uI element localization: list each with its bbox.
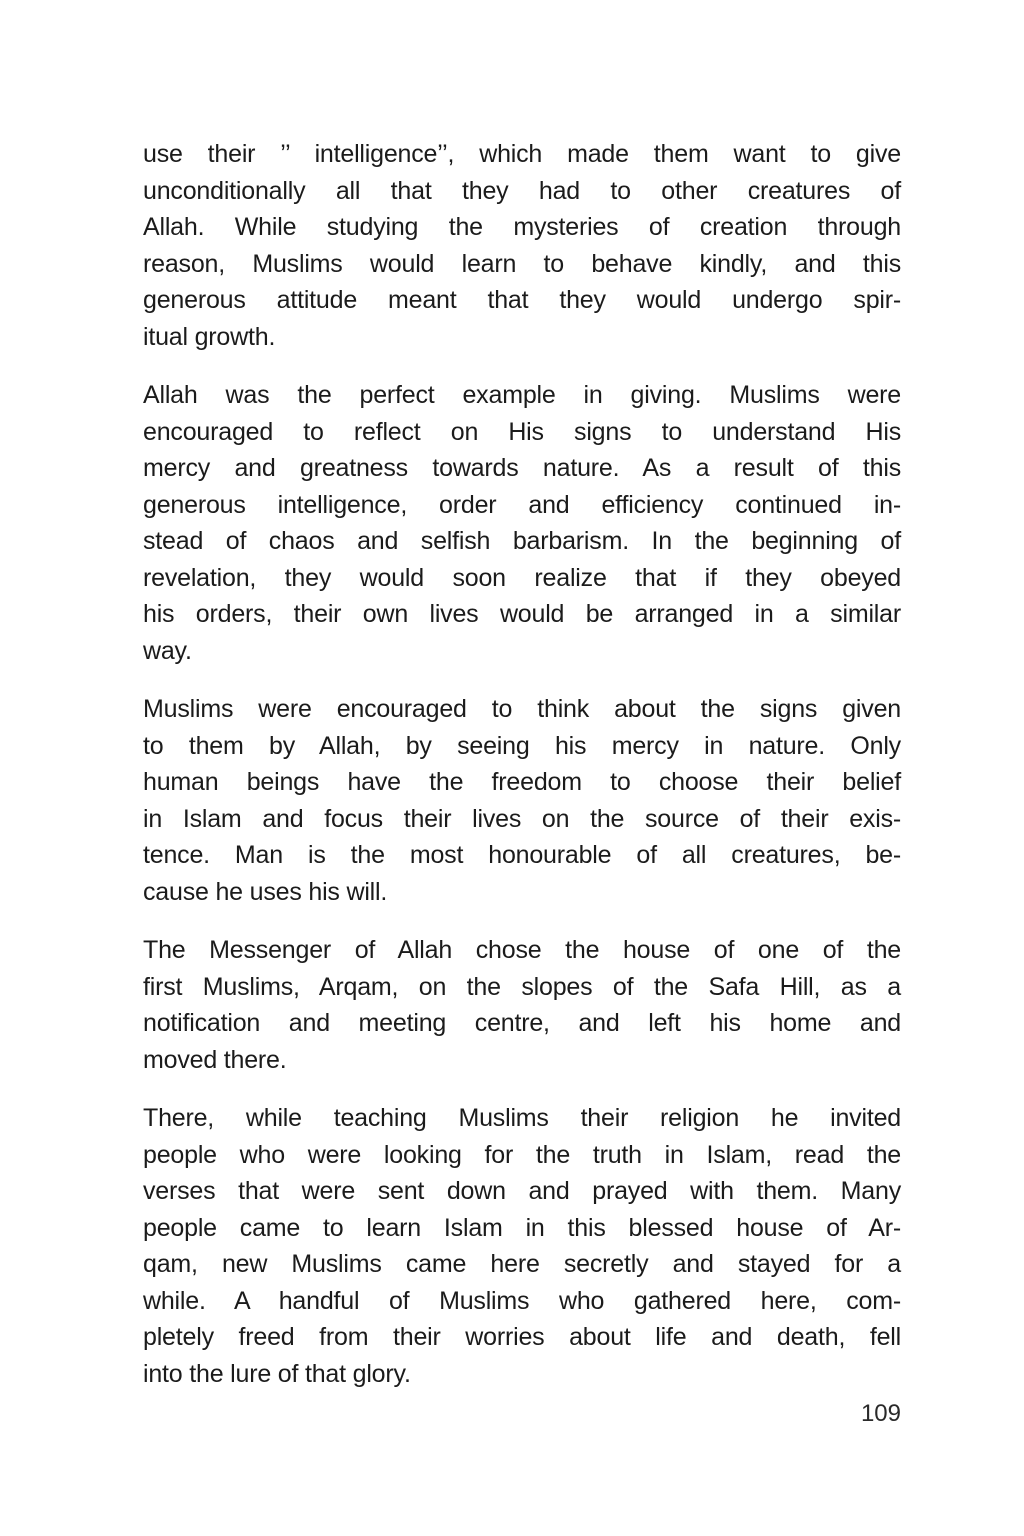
text-line: generous attitude meant that they would undergo spir- xyxy=(143,286,901,314)
text-line: stead of chaos and selfish barbarism. In the beginning of xyxy=(143,527,901,555)
text-line: to them by Allah, by seeing his mercy in nature. Only xyxy=(143,731,901,760)
text-line: human beings have the freedom to choose their belief xyxy=(143,768,901,796)
text-line: mercy and greatness towards nature. As a result of this xyxy=(143,454,901,482)
text-line: verses that were sent down and prayed with them. Many xyxy=(143,1177,901,1205)
text-line: unconditionally all that they had to other creatures of xyxy=(143,176,901,205)
text-line: into the lure of that glory. xyxy=(143,1359,411,1388)
text-line: The Messenger of Allah chose the house of one of the xyxy=(143,936,901,964)
text-block xyxy=(143,136,901,1414)
text-line: revelation, they would soon realize that if they obeyed xyxy=(143,563,901,592)
page-number: 109 xyxy=(860,1400,901,1427)
text-line: way. xyxy=(143,636,192,665)
paragraph xyxy=(143,377,901,669)
text-line: reason, Muslims would learn to behave kindly, and this xyxy=(143,249,901,278)
text-line: use their ’’ intelligence’’, which made them want to give xyxy=(143,140,901,168)
paragraph xyxy=(143,136,901,355)
text-line: itual growth. xyxy=(143,322,276,351)
text-line: people came to learn Islam in this blessed house of Ar- xyxy=(143,1213,901,1242)
text-line: encouraged to reflect on His signs to understand His xyxy=(143,417,901,446)
text-line: Allah was the perfect example in giving. Muslims were xyxy=(143,381,901,409)
text-line: his orders, their own lives would be arranged in a similar xyxy=(143,600,901,628)
text-line: notification and meeting centre, and left his home and xyxy=(143,1009,901,1037)
paragraph xyxy=(143,691,901,910)
text-line: Allah. While studying the mysteries of creation through xyxy=(143,213,901,241)
text-line: tence. Man is the most honourable of all creatures, be- xyxy=(143,841,901,869)
text-line: Muslims were encouraged to think about the signs given xyxy=(143,695,901,723)
paragraph xyxy=(143,932,901,1078)
text-line: people who were looking for the truth in Islam, read the xyxy=(143,1140,901,1169)
text-line: There, while teaching Muslims their religion he invited xyxy=(143,1104,901,1132)
text-line: pletely freed from their worries about life and death, fell xyxy=(143,1323,901,1351)
text-line: cause he uses his will. xyxy=(143,877,388,906)
paragraph xyxy=(143,1100,901,1392)
text-line: while. A handful of Muslims who gathered here, com- xyxy=(143,1286,901,1315)
text-line: in Islam and focus their lives on the source of their exis- xyxy=(143,804,901,833)
text-line: qam, new Muslims came here secretly and stayed for a xyxy=(143,1250,901,1278)
text-line: first Muslims, Arqam, on the slopes of the Safa Hill, as a xyxy=(143,972,901,1001)
text-line: generous intelligence, order and efficiency continued in- xyxy=(143,490,901,519)
text-line: moved there. xyxy=(143,1045,287,1074)
